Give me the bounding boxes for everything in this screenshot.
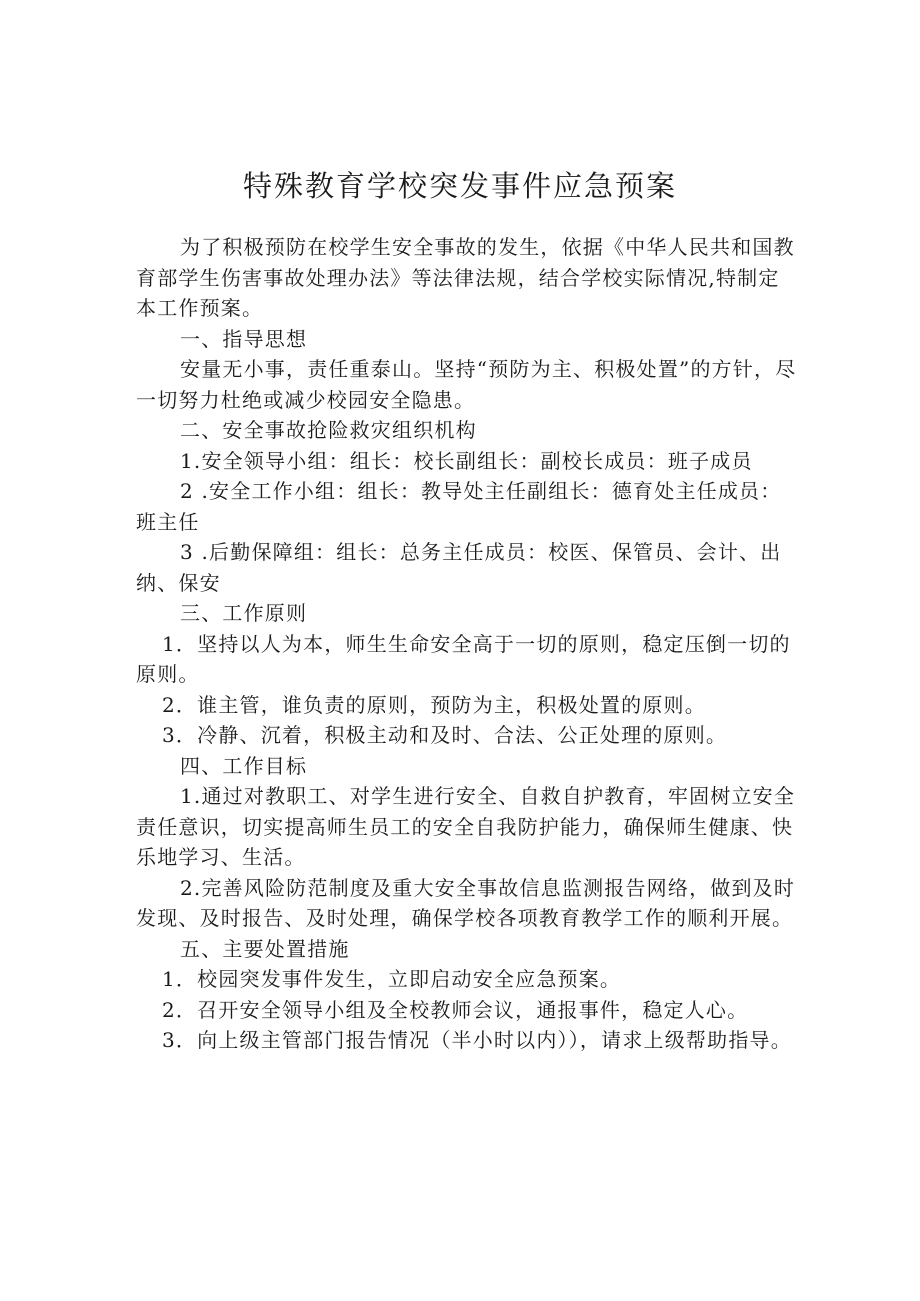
document-title: 特殊教育学校突发事件应急预案 xyxy=(242,169,677,203)
measure-item-1: 1．校园突发事件发生，立即启动安全应急预案。 xyxy=(162,967,622,991)
measure-item-3: 3．向上级主管部门报告情况（半小时以内）），请求上级帮助指导。 xyxy=(162,1028,792,1052)
goal-item-2: 2.完善风险防范制度及重大安全事故信息监测报告网络，做到及时发现、及时报告、及时处理，确保学校各项教育教学工作的顺利开展。 xyxy=(136,875,796,930)
principle-item-2: 2．谁主管，谁负责的原则，预防为主，积极处置的原则。 xyxy=(162,692,706,717)
document-body xyxy=(136,232,800,1056)
principle-item-3: 3．冷静、沉着，积极主动和及时、合法、公正处理的原则。 xyxy=(162,723,728,747)
goal-item-1: 1.通过对教职工、对学生进行安全、自救自护教育，牢固树立安全责任意识，切实提高师生员工的安全自我防护能力，确保师生健康、快乐地学习、生活。 xyxy=(136,784,796,869)
guiding-ideology-paragraph: 安量无小事，责任重泰山。坚持“预防为主、积极处置”的方针，尽一切努力杜绝或减少校园安全隐患。 xyxy=(136,357,797,412)
intro-paragraph: 为了积极预防在校学生安全事故的发生，依据《中华人民共和国教育部学生伤害事故处理办法》等法律法规，结合学校实际情况,特制定本工作预案。 xyxy=(136,235,795,320)
organization-item-2: 2 .安全工作小组：组长：教导处主任副组长：德育处主任成员：班主任 xyxy=(136,479,782,534)
measure-item-2: 2．召开安全领导小组及全校教师会议，通报事件，稳定人心。 xyxy=(162,997,749,1022)
principle-item-1: 1．坚持以人为本，师生生命安全高于一切的原则，稳定压倒一切的原则。 xyxy=(136,631,791,686)
section-heading-organization: 二、安全事故抢险救灾组织机构 xyxy=(180,418,477,442)
section-heading-guiding-ideology: 一、指导思想 xyxy=(180,326,308,351)
organization-item-1: 1.安全领导小组：组长：校长副组长：副校长成员：班子成员 xyxy=(180,448,753,473)
section-heading-principles: 三、工作原则 xyxy=(180,601,308,625)
section-heading-goals: 四、工作目标 xyxy=(180,753,308,778)
section-heading-measures: 五、主要处置措施 xyxy=(180,936,350,961)
organization-item-3: 3 .后勤保障组：组长：总务主任成员：校医、保管员、会计、出纳、保安 xyxy=(136,540,782,595)
